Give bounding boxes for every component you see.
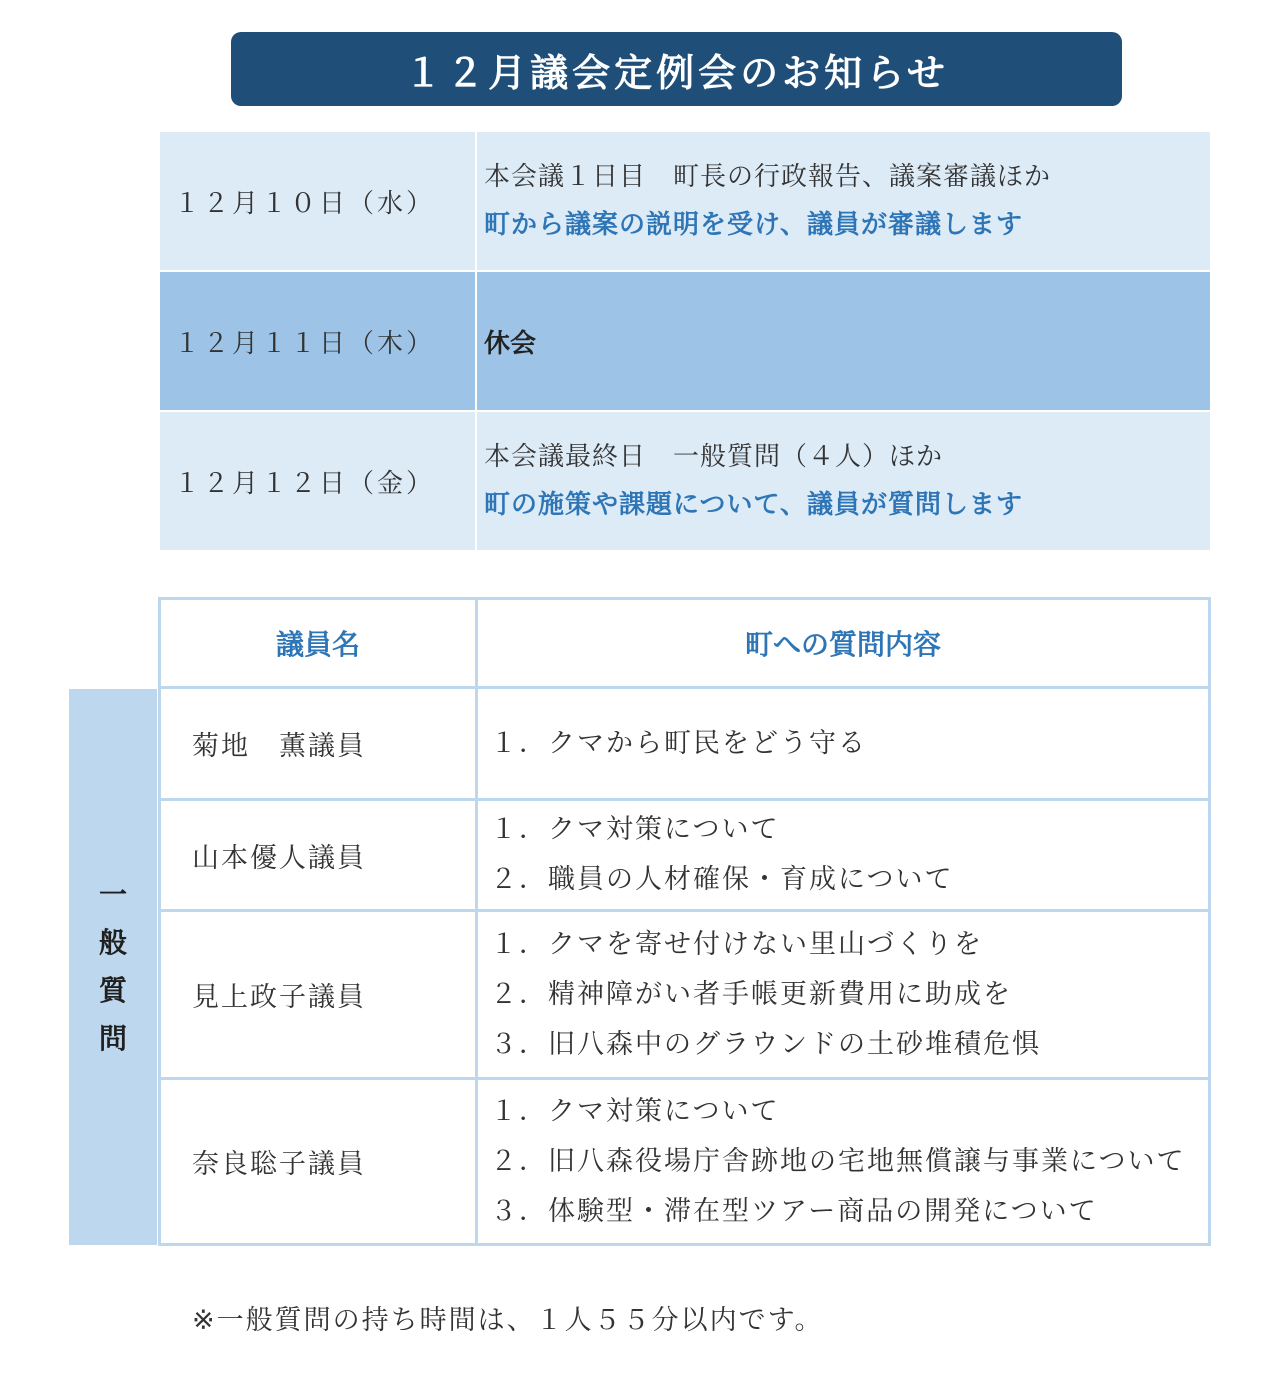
table-row — [160, 800, 1210, 911]
title-banner — [231, 32, 1122, 106]
schedule-sub-text: 町から議案の説明を受け、議員が審議します — [484, 210, 1023, 240]
member-name: 奈良聡子議員 — [160, 1079, 477, 1245]
question-item: １．クマを寄せ付けない里山づくりを — [490, 928, 983, 960]
table-row — [160, 688, 1210, 800]
question-item: ３．旧八森中のグラウンドの土砂堆積危惧 — [490, 1028, 1041, 1060]
schedule-date: １２月１０日（水） — [160, 132, 475, 270]
member-name: 菊地 薫議員 — [160, 688, 477, 800]
question-item: ２．旧八森役場庁舎跡地の宅地無償譲与事業について — [490, 1145, 1186, 1177]
footnote: ※一般質問の持ち時間は、１人５５分以内です。 — [192, 1305, 824, 1336]
question-item: １．クマから町民をどう守る — [490, 727, 867, 759]
member-name: 山本優人議員 — [160, 800, 477, 911]
question-item: １．クマ対策について — [490, 814, 780, 845]
schedule-row — [160, 132, 1210, 270]
schedule-description — [477, 412, 1210, 550]
question-list — [477, 800, 1210, 911]
questions-table — [158, 597, 1211, 1246]
question-list — [477, 1079, 1210, 1245]
schedule-row — [160, 272, 1210, 410]
schedule-row — [160, 412, 1210, 550]
side-label-char: 般 — [98, 926, 127, 959]
table-header-row — [160, 599, 1210, 688]
question-list — [477, 688, 1210, 800]
side-label-char: 問 — [98, 1022, 127, 1055]
schedule-table — [160, 132, 1210, 552]
header-member-name: 議員名 — [160, 599, 477, 688]
side-label-char: 一 — [98, 878, 127, 911]
table-row — [160, 911, 1210, 1079]
schedule-main-text: 本会議１日目 町長の行政報告、議案審議ほか — [484, 162, 1052, 192]
schedule-main-text: 休会 — [484, 328, 537, 359]
general-question-label — [69, 689, 157, 1245]
schedule-sub-text: 町の施策や課題について、議員が質問します — [484, 490, 1023, 520]
page-title: １２月議会定例会のお知らせ — [404, 50, 949, 95]
schedule-description — [477, 132, 1210, 270]
question-item: ２．精神障がい者手帳更新費用に助成を — [490, 978, 1012, 1010]
schedule-description — [477, 272, 1210, 410]
question-item: ３．体験型・滞在型ツアー商品の開発について — [490, 1195, 1098, 1227]
schedule-main-text: 本会議最終日 一般質問（４人）ほか — [484, 442, 944, 472]
side-label-char: 質 — [98, 974, 127, 1007]
question-item: １．クマ対策について — [490, 1095, 780, 1127]
schedule-date: １２月１２日（金） — [160, 412, 475, 550]
schedule-date: １２月１１日（木） — [160, 272, 475, 410]
member-name: 見上政子議員 — [160, 911, 477, 1079]
table-row — [160, 1079, 1210, 1245]
question-list — [477, 911, 1210, 1079]
question-item: ２．職員の人材確保・育成について — [490, 864, 954, 895]
header-question-content: 町への質問内容 — [477, 599, 1210, 688]
